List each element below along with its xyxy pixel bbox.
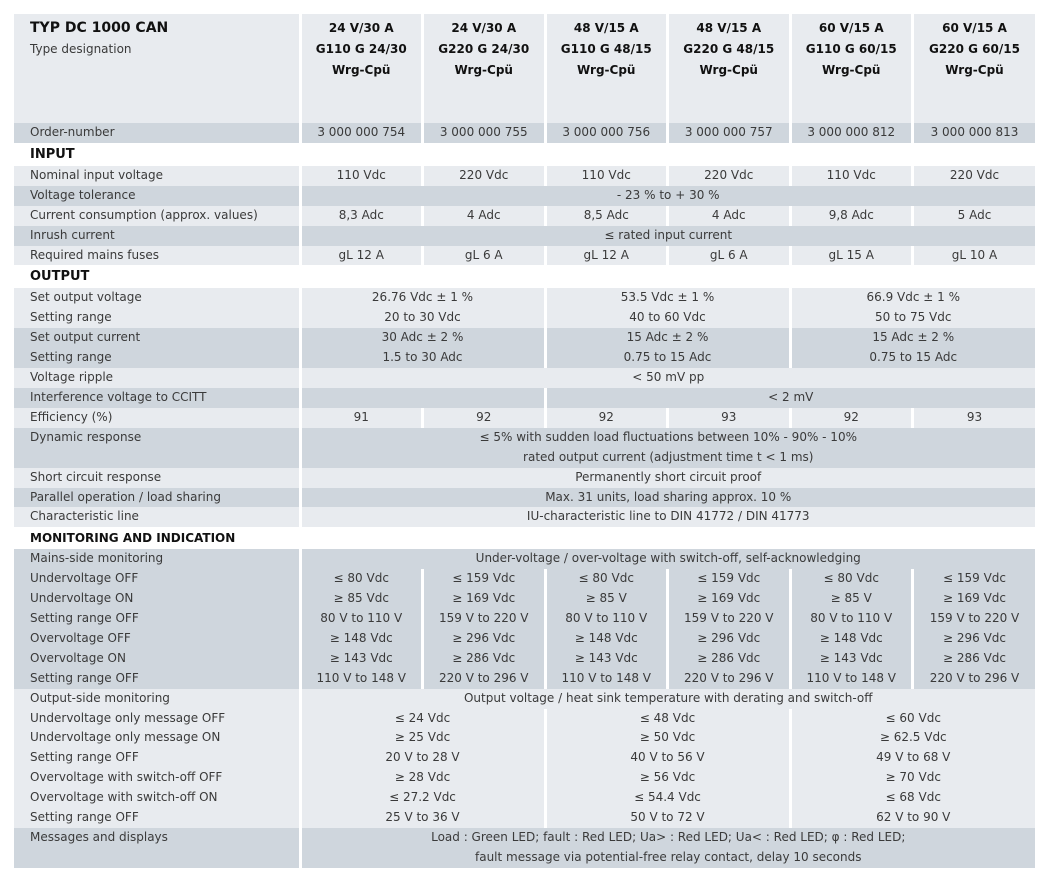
row-label: Voltage ripple bbox=[14, 368, 300, 388]
table-row bbox=[14, 549, 1035, 569]
cell-value: 62 V to 90 V bbox=[790, 808, 1035, 828]
section-input bbox=[14, 143, 1035, 166]
row-label: Setting range bbox=[14, 308, 300, 328]
cell-value: 110 V to 148 V bbox=[545, 669, 668, 689]
section-heading: OUTPUT bbox=[14, 265, 1035, 288]
messages-line-1: Load : Green LED; fault : Red LED; Ua> : Red LED; Ua< : Red LED; φ : Red LED; bbox=[431, 830, 906, 844]
cell-value: gL 6 A bbox=[423, 246, 546, 266]
model-designation: G220 G 48/15 bbox=[683, 42, 775, 56]
rating: 24 V/30 A bbox=[328, 21, 394, 35]
cell-value: 110 V to 148 V bbox=[300, 669, 423, 689]
cell-value: ≥ 148 Vdc bbox=[790, 629, 913, 649]
cell-value: 93 bbox=[668, 408, 791, 428]
row-label: Dynamic response bbox=[14, 428, 300, 468]
cell-value: ≥ 169 Vdc bbox=[913, 589, 1036, 609]
section-output bbox=[14, 265, 1035, 288]
cell-value: 25 V to 36 V bbox=[300, 808, 545, 828]
table-row bbox=[14, 788, 1035, 808]
table-row bbox=[14, 507, 1035, 527]
cell-value: 110 Vdc bbox=[545, 166, 668, 186]
row-label: Current consumption (approx. values) bbox=[14, 206, 300, 226]
order-number: 3 000 000 755 bbox=[423, 123, 546, 143]
cell-value: ≥ 296 Vdc bbox=[913, 629, 1036, 649]
cell-value: 40 to 60 Vdc bbox=[545, 308, 790, 328]
cell-value: 4 Adc bbox=[668, 206, 791, 226]
spec-table bbox=[14, 14, 1035, 868]
cell-value: ≥ 148 Vdc bbox=[545, 629, 668, 649]
cell-value: ≥ 56 Vdc bbox=[545, 768, 790, 788]
model-suffix: Wrg-Cpü bbox=[454, 63, 513, 77]
row-label: Parallel operation / load sharing bbox=[14, 488, 300, 508]
order-number: 3 000 000 756 bbox=[545, 123, 668, 143]
cell-value: gL 15 A bbox=[790, 246, 913, 266]
cell-value: Max. 31 units, load sharing approx. 10 % bbox=[300, 488, 1035, 508]
section-heading: INPUT bbox=[14, 143, 1035, 166]
cell-value: 30 Adc ± 2 % bbox=[300, 328, 545, 348]
cell-value: 50 to 75 Vdc bbox=[790, 308, 1035, 328]
model-suffix: Wrg-Cpü bbox=[945, 63, 1004, 77]
cell-value: gL 10 A bbox=[913, 246, 1036, 266]
cell-value: Output voltage / heat sink temperature with derating and switch-off bbox=[300, 689, 1035, 709]
cell-value: 80 V to 110 V bbox=[300, 609, 423, 629]
cell-value: ≥ 148 Vdc bbox=[300, 629, 423, 649]
cell-value: gL 12 A bbox=[545, 246, 668, 266]
table-row bbox=[14, 768, 1035, 788]
order-number: 3 000 000 757 bbox=[668, 123, 791, 143]
table-row bbox=[14, 629, 1035, 649]
cell-value: ≥ 62.5 Vdc bbox=[790, 728, 1035, 748]
rating: 48 V/15 A bbox=[573, 21, 639, 35]
cell-value: 50 V to 72 V bbox=[545, 808, 790, 828]
model-column-header bbox=[668, 14, 791, 123]
cell-value: 20 V to 28 V bbox=[300, 748, 545, 768]
row-label: Order-number bbox=[14, 123, 300, 143]
cell-value: < 50 mV pp bbox=[300, 368, 1035, 388]
row-label: Overvoltage OFF bbox=[14, 629, 300, 649]
cell-value: ≥ 143 Vdc bbox=[545, 649, 668, 669]
row-label: Inrush current bbox=[14, 226, 300, 246]
cell-value: gL 6 A bbox=[668, 246, 791, 266]
cell-value: ≥ 85 Vdc bbox=[300, 589, 423, 609]
cell-value: 220 Vdc bbox=[423, 166, 546, 186]
table-row bbox=[14, 609, 1035, 629]
cell-value: ≥ 143 Vdc bbox=[790, 649, 913, 669]
row-label: Setting range OFF bbox=[14, 808, 300, 828]
order-number: 3 000 000 813 bbox=[913, 123, 1036, 143]
table-row bbox=[14, 689, 1035, 709]
table-row bbox=[14, 408, 1035, 428]
table-row bbox=[14, 669, 1035, 689]
cell-value: ≥ 143 Vdc bbox=[300, 649, 423, 669]
cell-value: 159 V to 220 V bbox=[668, 609, 791, 629]
cell-value bbox=[300, 428, 1035, 468]
row-label: Undervoltage only message OFF bbox=[14, 709, 300, 729]
row-label: Set output voltage bbox=[14, 288, 300, 308]
order-number: 3 000 000 812 bbox=[790, 123, 913, 143]
cell-value: 80 V to 110 V bbox=[790, 609, 913, 629]
cell-value: 220 Vdc bbox=[668, 166, 791, 186]
cell-value: 220 Vdc bbox=[913, 166, 1036, 186]
spec-sheet bbox=[14, 14, 1035, 868]
cell-value: 49 V to 68 V bbox=[790, 748, 1035, 768]
messages-line-2: fault message via potential-free relay contact, delay 10 seconds bbox=[475, 849, 862, 864]
model-designation: G110 G 24/30 bbox=[315, 42, 407, 56]
model-designation: G110 G 60/15 bbox=[805, 42, 897, 56]
row-label: Characteristic line bbox=[14, 507, 300, 527]
model-column-header bbox=[545, 14, 668, 123]
cell-value: ≤ 159 Vdc bbox=[423, 569, 546, 589]
order-number-row bbox=[14, 123, 1035, 143]
table-row bbox=[14, 368, 1035, 388]
section-monitoring bbox=[14, 527, 1035, 549]
table-row bbox=[14, 468, 1035, 488]
header-row bbox=[14, 14, 1035, 123]
row-label: Undervoltage only message ON bbox=[14, 728, 300, 748]
cell-value: ≤ 24 Vdc bbox=[300, 709, 545, 729]
table-row bbox=[14, 488, 1035, 508]
cell-value: ≥ 169 Vdc bbox=[668, 589, 791, 609]
cell-value: 91 bbox=[300, 408, 423, 428]
row-label: Mains-side monitoring bbox=[14, 549, 300, 569]
cell-value: ≤ 60 Vdc bbox=[790, 709, 1035, 729]
cell-value: 66.9 Vdc ± 1 % bbox=[790, 288, 1035, 308]
table-row bbox=[14, 388, 1035, 408]
cell-value: ≤ 48 Vdc bbox=[545, 709, 790, 729]
header-label-cell bbox=[14, 14, 300, 123]
table-row bbox=[14, 226, 1035, 246]
cell-value: ≥ 85 V bbox=[545, 589, 668, 609]
cell-value: 9,8 Adc bbox=[790, 206, 913, 226]
cell-value: ≤ rated input current bbox=[300, 226, 1035, 246]
model-suffix: Wrg-Cpü bbox=[699, 63, 758, 77]
model-column-header bbox=[790, 14, 913, 123]
model-designation: G110 G 48/15 bbox=[560, 42, 652, 56]
cell-value: 26.76 Vdc ± 1 % bbox=[300, 288, 545, 308]
cell-value: 110 Vdc bbox=[790, 166, 913, 186]
cell-value: Under-voltage / over-voltage with switch-off, self-acknowledging bbox=[300, 549, 1035, 569]
cell-value: 8,3 Adc bbox=[300, 206, 423, 226]
cell-value: 80 V to 110 V bbox=[545, 609, 668, 629]
model-designation: G220 G 60/15 bbox=[929, 42, 1020, 56]
cell-value: ≤ 159 Vdc bbox=[913, 569, 1036, 589]
cell-value: 110 Vdc bbox=[300, 166, 423, 186]
cell-value: ≤ 80 Vdc bbox=[545, 569, 668, 589]
row-label: Interference voltage to CCITT bbox=[14, 388, 300, 408]
rating: 48 V/15 A bbox=[696, 21, 762, 35]
row-label: Output-side monitoring bbox=[14, 689, 300, 709]
rating: 24 V/30 A bbox=[451, 21, 517, 35]
rating: 60 V/15 A bbox=[818, 21, 884, 35]
row-label: Short circuit response bbox=[14, 468, 300, 488]
cell-value: 159 V to 220 V bbox=[423, 609, 546, 629]
cell-value: 110 V to 148 V bbox=[790, 669, 913, 689]
row-label: Overvoltage with switch-off ON bbox=[14, 788, 300, 808]
table-row bbox=[14, 808, 1035, 828]
row-label: Required mains fuses bbox=[14, 246, 300, 266]
dynamic-line-2: rated output current (adjustment time t < 1 ms) bbox=[523, 449, 814, 464]
cell-value: 92 bbox=[545, 408, 668, 428]
table-row bbox=[14, 166, 1035, 186]
cell-value: ≥ 169 Vdc bbox=[423, 589, 546, 609]
cell-value: 220 V to 296 V bbox=[913, 669, 1036, 689]
cell-value: Permanently short circuit proof bbox=[300, 468, 1035, 488]
row-label: Overvoltage with switch-off OFF bbox=[14, 768, 300, 788]
row-label: Voltage tolerance bbox=[14, 186, 300, 206]
table-row bbox=[14, 246, 1035, 266]
row-label: Overvoltage ON bbox=[14, 649, 300, 669]
table-row bbox=[14, 569, 1035, 589]
cell-value: 20 to 30 Vdc bbox=[300, 308, 545, 328]
cell-value: IU-characteristic line to DIN 41772 / DIN 41773 bbox=[300, 507, 1035, 527]
section-heading: MONITORING AND INDICATION bbox=[14, 527, 1035, 549]
model-suffix: Wrg-Cpü bbox=[822, 63, 881, 77]
cell-value: ≤ 80 Vdc bbox=[300, 569, 423, 589]
product-title: TYP DC 1000 CAN bbox=[30, 20, 169, 36]
cell-value: ≥ 85 V bbox=[790, 589, 913, 609]
cell-value: 220 V to 296 V bbox=[668, 669, 791, 689]
row-label: Setting range OFF bbox=[14, 669, 300, 689]
model-column-header bbox=[300, 14, 423, 123]
table-row bbox=[14, 589, 1035, 609]
cell-value: ≤ 159 Vdc bbox=[668, 569, 791, 589]
cell-value: 0.75 to 15 Adc bbox=[790, 348, 1035, 368]
cell-value: ≥ 70 Vdc bbox=[790, 768, 1035, 788]
cell-value: 0.75 to 15 Adc bbox=[545, 348, 790, 368]
row-label: Setting range bbox=[14, 348, 300, 368]
cell-value: 159 V to 220 V bbox=[913, 609, 1036, 629]
table-row bbox=[14, 828, 1035, 868]
cell-value bbox=[300, 388, 545, 408]
table-row bbox=[14, 748, 1035, 768]
table-row bbox=[14, 308, 1035, 328]
row-label: Undervoltage OFF bbox=[14, 569, 300, 589]
cell-value: 40 V to 56 V bbox=[545, 748, 790, 768]
table-row bbox=[14, 328, 1035, 348]
cell-value: ≥ 50 Vdc bbox=[545, 728, 790, 748]
cell-value: ≤ 54.4 Vdc bbox=[545, 788, 790, 808]
cell-value: 92 bbox=[423, 408, 546, 428]
cell-value: 92 bbox=[790, 408, 913, 428]
type-designation-label: Type designation bbox=[30, 42, 132, 56]
cell-value: - 23 % to + 30 % bbox=[300, 186, 1035, 206]
table-row bbox=[14, 288, 1035, 308]
table-row bbox=[14, 709, 1035, 729]
table-row bbox=[14, 186, 1035, 206]
cell-value: ≥ 28 Vdc bbox=[300, 768, 545, 788]
cell-value: ≥ 286 Vdc bbox=[423, 649, 546, 669]
table-row bbox=[14, 728, 1035, 748]
cell-value: 4 Adc bbox=[423, 206, 546, 226]
cell-value: ≥ 286 Vdc bbox=[668, 649, 791, 669]
cell-value: ≤ 68 Vdc bbox=[790, 788, 1035, 808]
cell-value: 5 Adc bbox=[913, 206, 1036, 226]
dynamic-line-1: ≤ 5% with sudden load fluctuations between 10% - 90% - 10% bbox=[479, 429, 857, 444]
cell-value: 15 Adc ± 2 % bbox=[790, 328, 1035, 348]
row-label: Undervoltage ON bbox=[14, 589, 300, 609]
row-label: Nominal input voltage bbox=[14, 166, 300, 186]
cell-value: ≥ 25 Vdc bbox=[300, 728, 545, 748]
cell-value: 1.5 to 30 Adc bbox=[300, 348, 545, 368]
cell-value: < 2 mV bbox=[545, 388, 1035, 408]
model-designation: G220 G 24/30 bbox=[438, 42, 530, 56]
model-column-header bbox=[913, 14, 1036, 123]
table-row bbox=[14, 348, 1035, 368]
rating: 60 V/15 A bbox=[942, 21, 1007, 35]
table-row bbox=[14, 649, 1035, 669]
row-label: Setting range OFF bbox=[14, 609, 300, 629]
cell-value: ≥ 296 Vdc bbox=[668, 629, 791, 649]
cell-value: 53.5 Vdc ± 1 % bbox=[545, 288, 790, 308]
cell-value bbox=[300, 828, 1035, 868]
row-label: Setting range OFF bbox=[14, 748, 300, 768]
table-row bbox=[14, 206, 1035, 226]
cell-value: 220 V to 296 V bbox=[423, 669, 546, 689]
model-suffix: Wrg-Cpü bbox=[577, 63, 636, 77]
row-label: Efficiency (%) bbox=[14, 408, 300, 428]
cell-value: gL 12 A bbox=[300, 246, 423, 266]
cell-value: ≤ 80 Vdc bbox=[790, 569, 913, 589]
cell-value: 8,5 Adc bbox=[545, 206, 668, 226]
row-label: Set output current bbox=[14, 328, 300, 348]
row-label: Messages and displays bbox=[14, 828, 300, 868]
cell-value: 93 bbox=[913, 408, 1036, 428]
table-row bbox=[14, 428, 1035, 468]
cell-value: ≤ 27.2 Vdc bbox=[300, 788, 545, 808]
order-number: 3 000 000 754 bbox=[300, 123, 423, 143]
cell-value: ≥ 296 Vdc bbox=[423, 629, 546, 649]
model-column-header bbox=[423, 14, 546, 123]
cell-value: 15 Adc ± 2 % bbox=[545, 328, 790, 348]
model-suffix: Wrg-Cpü bbox=[332, 63, 391, 77]
cell-value: ≥ 286 Vdc bbox=[913, 649, 1036, 669]
